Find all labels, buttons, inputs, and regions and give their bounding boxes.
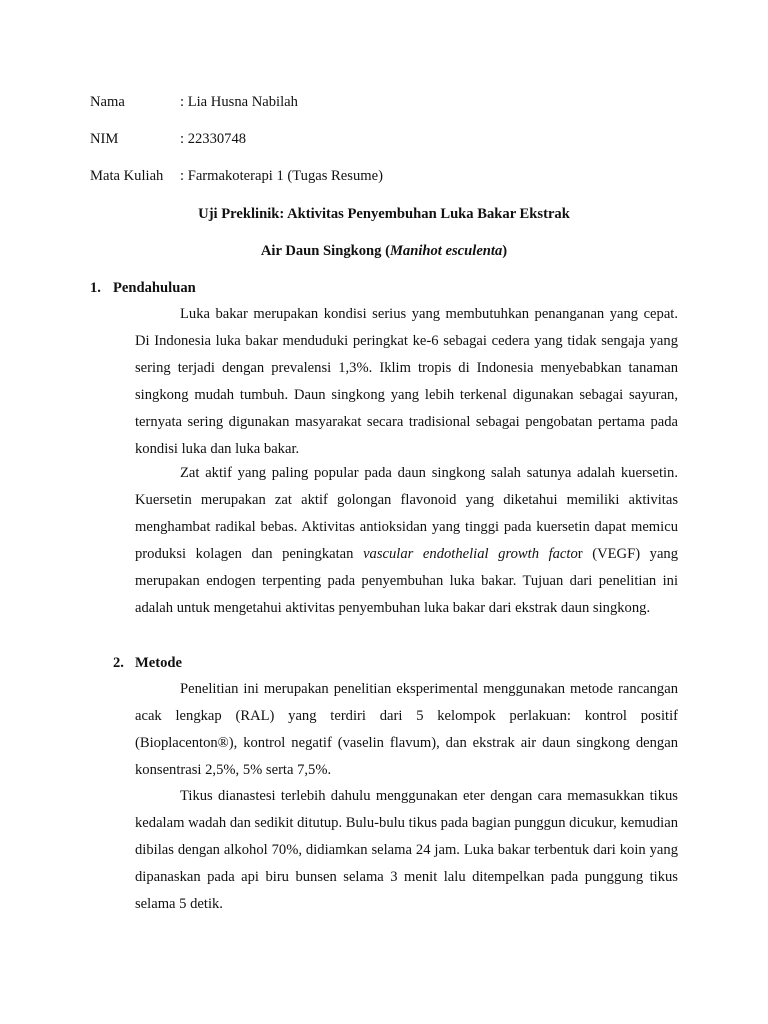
title-line-1: Uji Preklinik: Aktivitas Penyembuhan Luka Bakar Ekstrak [198, 206, 570, 222]
paragraph-text: Zat aktif yang paling popular pada daun singkong salah satunya adalah kuersetin. Kuersetin merupakan zat aktif golongan flavonoid yang diketahui memiliki aktivitas menghambat radikal bebas. Aktivitas antioksidan yang tinggi pada kuersetin dapat memicu produksi kolagen dan peningkatan [135, 465, 678, 562]
section-number: 2. [113, 655, 124, 671]
section-heading-metode [113, 653, 182, 673]
title-line-2 [0, 241, 768, 261]
section-title: Metode [135, 655, 183, 671]
field-nim [90, 129, 246, 149]
title-scientific-name: Manihot esculenta [389, 243, 503, 259]
nama-value: : Lia Husna Nabilah [180, 94, 298, 110]
metode-paragraph-2: Tikus dianastesi terlebih dahulu menggunakan eter dengan cara memasukkan tikus kedalam wadah dan sedikit ditutup. Bulu-bulu tikus pada bagian punggun dicukur, kemudian dibilas dengan alkohol 70%, didiamkan selama 24 jam. Luka bakar terbentuk dari koin yang dipanaskan pada api biru bunsen selama 3 menit lalu ditempelkan pada punggung tikus selama 5 detik. [135, 788, 678, 912]
metode-paragraph-1: Penelitian ini merupakan penelitian eksperimental menggunakan metode rancangan acak lengkap (RAL) yang terdiri dari 5 kelompok perlakuan: kontrol positif (Bioplacenton®), kontrol negatif (vaselin flavum), dan ekstrak air daun singkong dengan konsentrasi 2,5%, 5% serta 7,5%. [135, 681, 678, 778]
title-line-2-prefix: Air Daun Singkong ( [260, 243, 390, 259]
nama-label: Nama [90, 94, 125, 110]
section-heading-pendahuluan [90, 278, 196, 298]
field-mata-kuliah [90, 166, 383, 186]
paragraph-italic-term: vascular endothelial growth facto [363, 546, 578, 562]
nim-label: NIM [90, 131, 119, 147]
mata-kuliah-label: Mata Kuliah [90, 168, 164, 184]
field-nama [90, 92, 298, 112]
pendahuluan-paragraph-1: Luka bakar merupakan kondisi serius yang membutuhkan penanganan yang cepat. Di Indonesia luka bakar menduduki peringkat ke-6 sebagai cedera yang tidak sengaja yang sering terjadi dengan prevalensi 1,3%. Iklim tropis di Indonesia menyebabkan tanaman singkong mudah tumbuh. Daun singkong yang lebih terkenal digunakan sebagai sayuran, ternyata sering digunakan masyarakat secara tradisional sebagai pengobatan pertama pada kondisi luka dan luka bakar. [135, 306, 678, 457]
mata-kuliah-value: : Farmakoterapi 1 (Tugas Resume) [180, 168, 383, 184]
pendahuluan-paragraph-2 [135, 460, 678, 622]
section-title: Pendahuluan [113, 280, 196, 296]
nim-value: : 22330748 [180, 131, 247, 147]
title-line-2-suffix: ) [502, 243, 508, 259]
section-number: 1. [90, 280, 101, 296]
paragraph-text: r (VEGF) yang merupakan endogen terpenting pada penyembuhan luka bakar. Tujuan dari penelitian ini adalah untuk mengetahui aktivitas penyembuhan luka bakar dari ekstrak daun singkong. [135, 546, 679, 616]
